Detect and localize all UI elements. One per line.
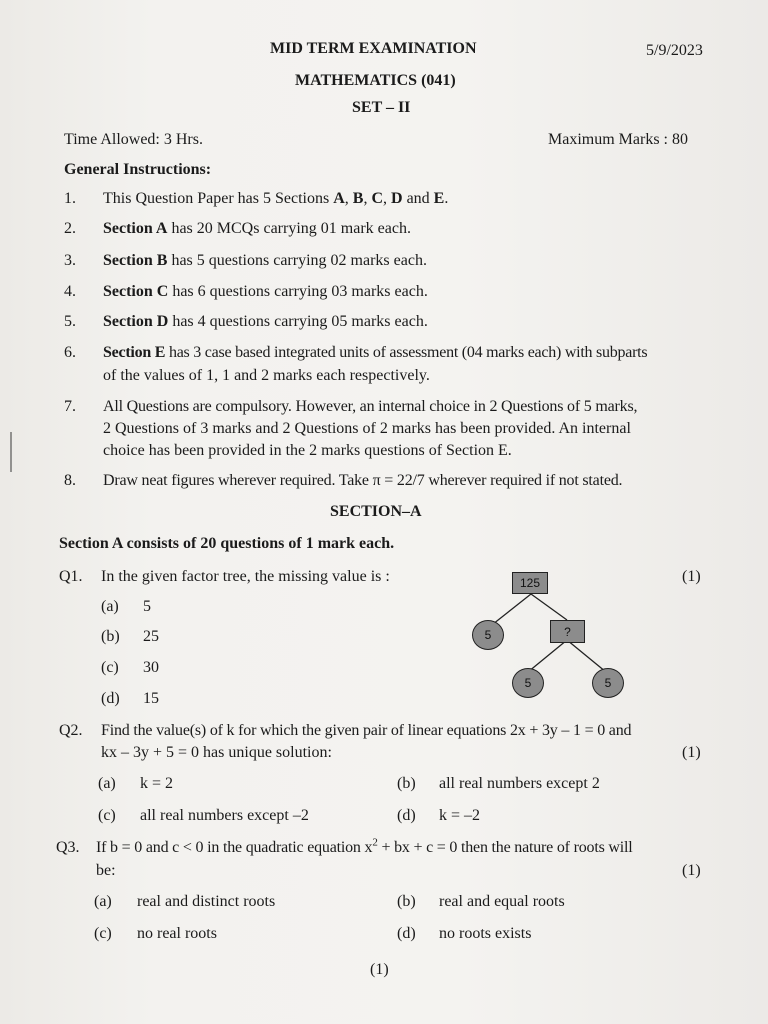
set-label: SET – II — [352, 99, 411, 116]
tree-left-circle: 5 — [472, 620, 504, 650]
option-label: (d) — [101, 690, 120, 707]
instruction-text: Section B has 5 questions carrying 02 marks each. — [103, 252, 427, 269]
exam-title: MID TERM EXAMINATION — [270, 40, 477, 57]
option-label: (c) — [101, 659, 119, 676]
subject-title: MATHEMATICS (041) — [295, 72, 456, 89]
option-text: k = 2 — [140, 775, 174, 792]
option-text: 5 — [143, 598, 151, 615]
instruction-number: 8. — [64, 472, 76, 489]
option-label: (d) — [397, 807, 416, 824]
tree-root-box: 125 — [512, 572, 548, 594]
instructions-heading: General Instructions: — [64, 161, 212, 178]
section-heading: SECTION–A — [330, 503, 422, 520]
question-text: In the given factor tree, the missing value is : — [101, 568, 390, 585]
instruction-number: 3. — [64, 252, 76, 269]
question-marks: (1) — [682, 568, 701, 585]
option-text: all real numbers except –2 — [140, 807, 309, 824]
instruction-number: 7. — [64, 398, 76, 415]
instruction-text: Draw neat figures wherever required. Take π = 22/7 wherever required if not stated. — [103, 472, 623, 489]
tree-missing-box: ? — [550, 620, 585, 643]
option-text: all real numbers except 2 — [439, 775, 600, 792]
option-text: real and equal roots — [439, 893, 565, 910]
question-number: Q2. — [59, 722, 83, 739]
option-label: (a) — [101, 598, 119, 615]
page-number: (1) — [370, 961, 389, 978]
option-label: (a) — [94, 893, 112, 910]
question-text: Find the value(s) of k for which the given pair of linear equations 2x + 3y – 1 = 0 and — [101, 722, 632, 739]
instruction-number: 2. — [64, 220, 76, 237]
question-text-continued: kx – 3y + 5 = 0 has unique solution: — [101, 744, 332, 761]
question-number: Q1. — [59, 568, 83, 585]
instruction-number: 5. — [64, 313, 76, 330]
option-label: (b) — [101, 628, 120, 645]
instruction-text-continued: 2 Questions of 3 marks and 2 Questions of 2 marks has been provided. An internal — [103, 420, 631, 437]
instruction-number: 6. — [64, 344, 76, 361]
option-text: 25 — [143, 628, 159, 645]
instruction-text: This Question Paper has 5 Sections A, B, C, D and E. — [103, 190, 449, 207]
option-label: (d) — [397, 925, 416, 942]
option-label: (b) — [397, 775, 416, 792]
question-number: Q3. — [56, 839, 80, 856]
instruction-text-continued: choice has been provided in the 2 marks questions of Section E. — [103, 442, 512, 459]
time-allowed: Time Allowed: 3 Hrs. — [64, 131, 203, 148]
option-text: 15 — [143, 690, 159, 707]
option-label: (c) — [94, 925, 112, 942]
question-text-continued: be: — [96, 862, 116, 879]
option-text: no roots exists — [439, 925, 532, 942]
option-text: 30 — [143, 659, 159, 676]
instruction-number: 4. — [64, 283, 76, 300]
tree-leaf-left-circle: 5 — [512, 668, 544, 698]
option-label: (b) — [397, 893, 416, 910]
instruction-text: Section C has 6 questions carrying 03 marks each. — [103, 283, 428, 300]
option-label: (c) — [98, 807, 116, 824]
instruction-number: 1. — [64, 190, 76, 207]
instruction-text-continued: of the values of 1, 1 and 2 marks each respectively. — [103, 367, 430, 384]
option-text: no real roots — [137, 925, 217, 942]
question-marks: (1) — [682, 744, 701, 761]
page-edge-mark — [10, 432, 12, 472]
maximum-marks: Maximum Marks : 80 — [548, 131, 688, 148]
question-text: If b = 0 and c < 0 in the quadratic equation $x^2$ + bx + c = 0 then the nature of roots will — [96, 836, 633, 856]
exam-date: 5/9/2023 — [646, 42, 703, 59]
question-marks: (1) — [682, 862, 701, 879]
instruction-text: Section D has 4 questions carrying 05 marks each. — [103, 313, 428, 330]
option-text: real and distinct roots — [137, 893, 276, 910]
instruction-text: Section E has 3 case based integrated units of assessment (04 marks each) with subparts — [103, 344, 648, 361]
option-text: k = –2 — [439, 807, 481, 824]
section-subheading: Section A consists of 20 questions of 1 mark each. — [59, 535, 395, 552]
option-label: (a) — [98, 775, 116, 792]
instruction-text: All Questions are compulsory. However, an internal choice in 2 Questions of 5 marks, — [103, 398, 638, 415]
instruction-text: Section A has 20 MCQs carrying 01 mark each. — [103, 220, 411, 237]
tree-leaf-right-circle: 5 — [592, 668, 624, 698]
